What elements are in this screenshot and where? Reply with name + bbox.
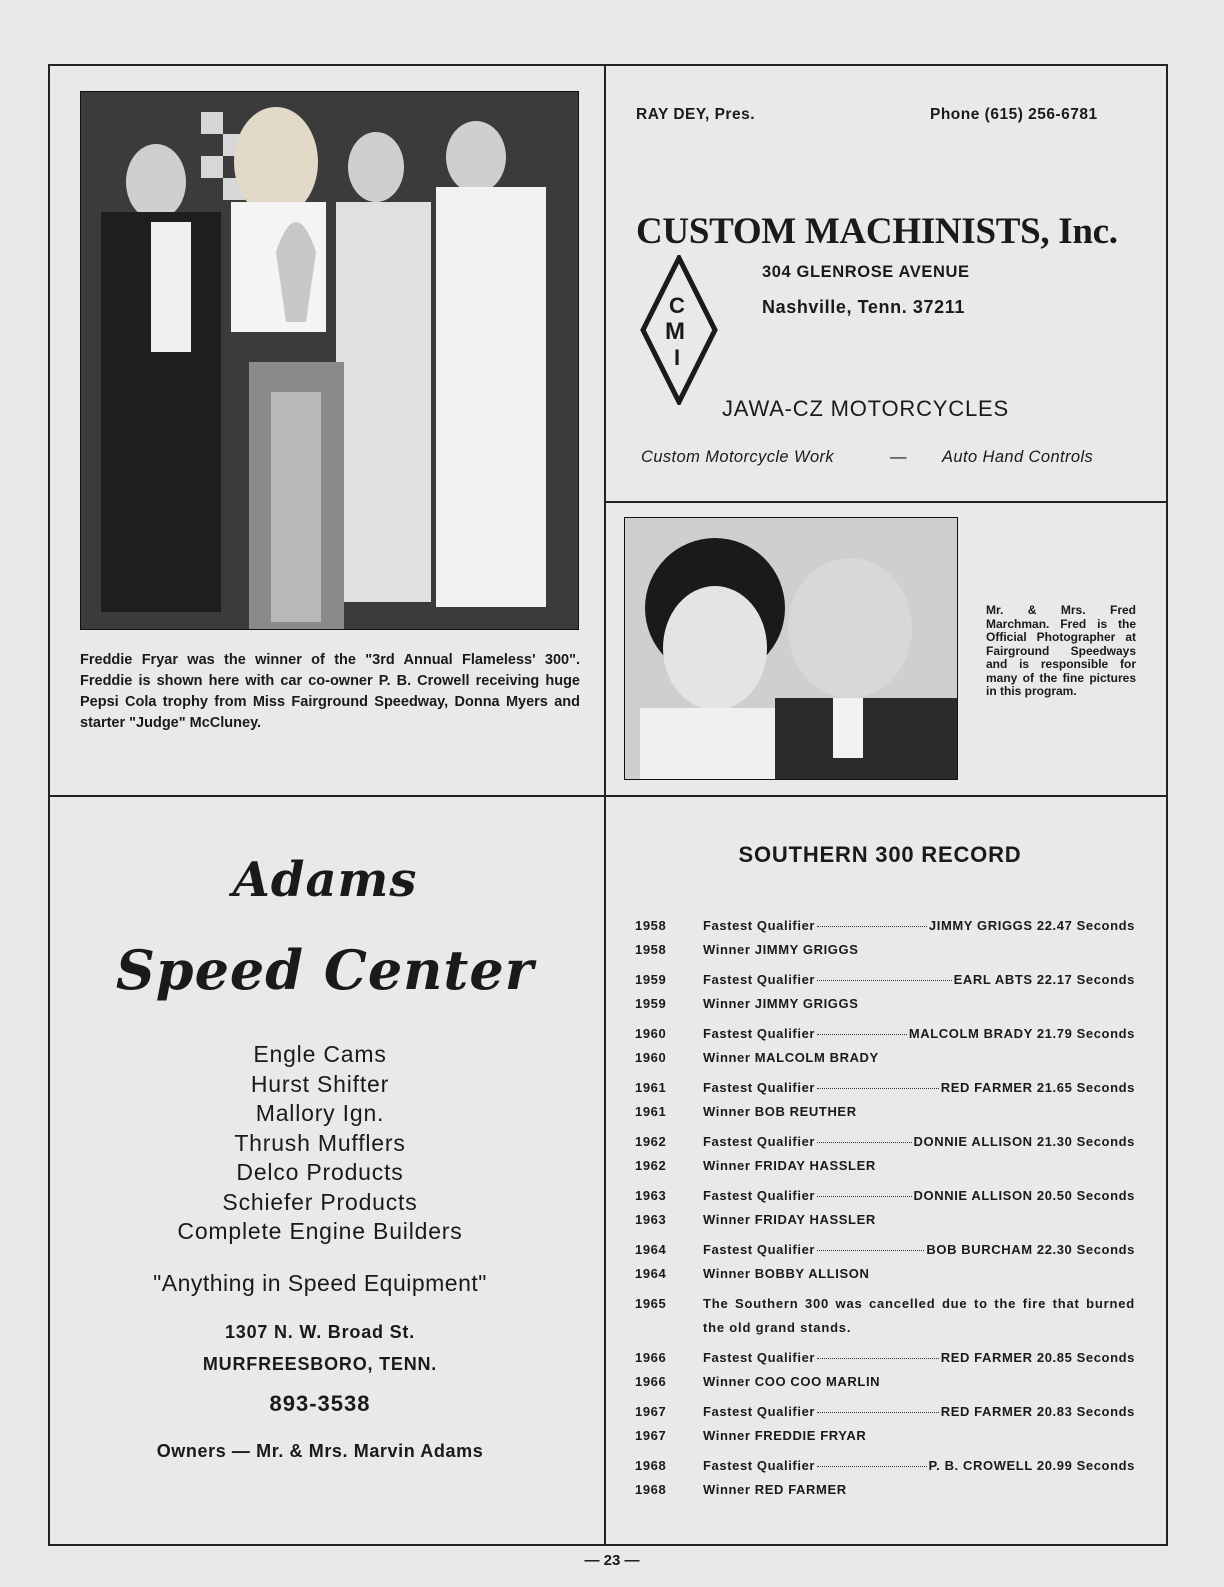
record-winner-value: Winner FRIDAY HASSLER xyxy=(703,1212,876,1227)
record-year: 1958 xyxy=(635,942,667,957)
record-winner-row xyxy=(635,1050,1135,1070)
trophy-photo xyxy=(80,91,579,630)
record-fq-entry xyxy=(703,1458,1135,1473)
adams-product: Schiefer Products xyxy=(222,1188,418,1215)
record-fq-label: Fastest Qualifier xyxy=(703,1188,816,1203)
record-leader-dots xyxy=(817,926,927,927)
adams-product: Hurst Shifter xyxy=(250,1070,390,1097)
record-year: 1963 xyxy=(635,1188,667,1203)
record-year: 1958 xyxy=(635,918,667,933)
record-fq-entry xyxy=(703,1350,1135,1365)
record-fastest-qualifier-row xyxy=(635,1350,1135,1370)
record-winner-row xyxy=(635,1428,1135,1448)
record-year: 1959 xyxy=(635,972,667,987)
record-year: 1960 xyxy=(635,1026,667,1041)
record-fq-value: DONNIE ALLISON 20.50 Seconds xyxy=(913,1188,1135,1203)
record-fq-value: EARL ABTS 22.17 Seconds xyxy=(953,972,1135,987)
record-fq-entry xyxy=(703,1242,1135,1257)
record-fq-value: BOB BURCHAM 22.30 Seconds xyxy=(926,1242,1135,1257)
cmi-logo-letter-i: I xyxy=(674,345,681,370)
record-fq-label: Fastest Qualifier xyxy=(703,1026,816,1041)
record-year: 1967 xyxy=(635,1404,667,1419)
record-winner-row xyxy=(635,942,1135,962)
record-fastest-qualifier-row xyxy=(635,1404,1135,1424)
record-leader-dots xyxy=(817,1412,939,1413)
record-fq-entry xyxy=(703,1080,1135,1095)
record-fq-entry xyxy=(703,918,1135,933)
cmi-logo-letter-m: M xyxy=(665,318,685,345)
record-fq-value: JIMMY GRIGGS 22.47 Seconds xyxy=(928,918,1135,933)
record-fastest-qualifier-row xyxy=(635,1242,1135,1262)
adams-product: Complete Engine Builders xyxy=(177,1218,463,1244)
record-fq-entry xyxy=(703,1026,1135,1041)
photographer-caption: Mr. & Mrs. Fred Marchman. Fred is the Official Photographer at Fairground Speedways and is responsible for many of the fine pictures in this program. xyxy=(986,603,1136,698)
cmi-service-left: Custom Motorcycle Work xyxy=(641,448,835,466)
middle-divider xyxy=(48,795,1168,797)
record-winner-value: Winner MALCOLM BRADY xyxy=(703,1050,879,1065)
record-winner-row xyxy=(635,1266,1135,1286)
adams-slogan: "Anything in Speed Equipment" xyxy=(153,1270,487,1296)
record-fastest-qualifier-row xyxy=(635,1188,1135,1208)
record-winner-value: Winner COO COO MARLIN xyxy=(703,1374,881,1389)
adams-product: Engle Cams xyxy=(253,1041,387,1067)
record-fq-value: RED FARMER 21.65 Seconds xyxy=(940,1080,1135,1095)
record-year: 1968 xyxy=(635,1482,667,1497)
record-leader-dots xyxy=(817,1358,939,1359)
cmi-address-city: Nashville, Tenn. 37211 xyxy=(762,297,965,317)
record-fq-entry xyxy=(703,1188,1135,1203)
record-fastest-qualifier-row xyxy=(635,1458,1135,1478)
record-winner-value: Winner JIMMY GRIGGS xyxy=(703,942,859,957)
adams-name-line1: Adams xyxy=(232,852,418,908)
record-year: 1964 xyxy=(635,1266,667,1281)
record-leader-dots xyxy=(817,980,952,981)
record-fq-label: Fastest Qualifier xyxy=(703,1404,816,1419)
record-fq-label: Fastest Qualifier xyxy=(703,918,816,933)
right-top-divider xyxy=(604,501,1168,503)
record-fq-label: Fastest Qualifier xyxy=(703,1350,816,1365)
record-note-row xyxy=(635,1292,1135,1340)
record-fq-value: MALCOLM BRADY 21.79 Seconds xyxy=(908,1026,1135,1041)
adams-product: Mallory Ign. xyxy=(255,1100,385,1126)
record-year: 1965 xyxy=(635,1296,667,1311)
record-winner-row xyxy=(635,1104,1135,1124)
record-leader-dots xyxy=(817,1196,911,1197)
record-leader-dots xyxy=(817,1034,907,1035)
record-fq-label: Fastest Qualifier xyxy=(703,1458,816,1473)
cmi-phone: Phone (615) 256-6781 xyxy=(930,106,1098,123)
record-winner-row xyxy=(635,1212,1135,1232)
cmi-service-separator: — xyxy=(890,448,907,466)
adams-product: Thrush Mufflers xyxy=(234,1129,406,1156)
record-year: 1961 xyxy=(635,1080,667,1095)
adams-street: 1307 N. W. Broad St. xyxy=(224,1322,416,1342)
record-fq-value: RED FARMER 20.83 Seconds xyxy=(940,1404,1135,1419)
record-year: 1968 xyxy=(635,1458,667,1473)
page-number: — 23 — xyxy=(584,1552,640,1569)
cmi-company-name: CUSTOM MACHINISTS, Inc. xyxy=(636,211,1118,252)
record-year: 1966 xyxy=(635,1350,667,1365)
record-year: 1961 xyxy=(635,1104,667,1119)
record-fq-label: Fastest Qualifier xyxy=(703,972,816,987)
trophy-photo-caption: Freddie Fryar was the winner of the "3rd Annual Flameless' 300". Freddie is shown here with car co-owner P. B. Crowell receiving huge Pepsi Cola trophy from Miss Fairground Speedway, Donna Myers and starter "Judge" McCluney. xyxy=(80,652,580,731)
record-note: The Southern 300 was cancelled due to the fire that burned the old grand stands. xyxy=(703,1296,1135,1335)
record-fq-label: Fastest Qualifier xyxy=(703,1080,816,1095)
record-fq-value: RED FARMER 20.85 Seconds xyxy=(940,1350,1135,1365)
record-year: 1960 xyxy=(635,1050,667,1065)
record-fq-value: DONNIE ALLISON 21.30 Seconds xyxy=(913,1134,1135,1149)
record-fastest-qualifier-row xyxy=(635,918,1135,938)
adams-product: Delco Products xyxy=(236,1159,404,1185)
cmi-product: JAWA-CZ MOTORCYCLES xyxy=(722,396,1009,421)
record-winner-row xyxy=(635,996,1135,1016)
record-fastest-qualifier-row xyxy=(635,1026,1135,1046)
record-year: 1963 xyxy=(635,1212,667,1227)
record-year: 1967 xyxy=(635,1428,667,1443)
record-fastest-qualifier-row xyxy=(635,1134,1135,1154)
adams-product-list xyxy=(80,1040,560,1247)
record-winner-row xyxy=(635,1374,1135,1394)
record-year: 1962 xyxy=(635,1158,667,1173)
record-year: 1962 xyxy=(635,1134,667,1149)
center-divider xyxy=(604,64,606,1546)
record-leader-dots xyxy=(817,1142,911,1143)
record-fq-entry xyxy=(703,1134,1135,1149)
record-winner-row xyxy=(635,1158,1135,1178)
record-fastest-qualifier-row xyxy=(635,972,1135,992)
record-winner-value: Winner FRIDAY HASSLER xyxy=(703,1158,876,1173)
adams-name-line2: Speed Center xyxy=(115,938,535,1002)
cmi-address-street: 304 GLENROSE AVENUE xyxy=(762,263,970,281)
record-fq-value: P. B. CROWELL 20.99 Seconds xyxy=(928,1458,1135,1473)
record-winner-row xyxy=(635,1482,1135,1502)
record-fq-entry xyxy=(703,972,1135,987)
record-winner-value: Winner FREDDIE FRYAR xyxy=(703,1428,867,1443)
cmi-logo-letter-c: C xyxy=(669,293,685,318)
record-winner-value: Winner BOBBY ALLISON xyxy=(703,1266,870,1281)
record-fq-label: Fastest Qualifier xyxy=(703,1242,816,1257)
record-winner-value: Winner BOB REUTHER xyxy=(703,1104,857,1119)
record-leader-dots xyxy=(817,1088,939,1089)
photographer-photo xyxy=(624,517,958,780)
record-fq-label: Fastest Qualifier xyxy=(703,1134,816,1149)
record-title: SOUTHERN 300 RECORD xyxy=(738,842,1022,867)
record-year: 1966 xyxy=(635,1374,667,1389)
record-leader-dots xyxy=(817,1466,926,1467)
record-year: 1959 xyxy=(635,996,667,1011)
record-winner-value: Winner JIMMY GRIGGS xyxy=(703,996,859,1011)
record-year: 1964 xyxy=(635,1242,667,1257)
record-fastest-qualifier-row xyxy=(635,1080,1135,1100)
adams-city: MURFREESBORO, TENN. xyxy=(202,1354,438,1374)
adams-phone: 893-3538 xyxy=(269,1391,371,1416)
record-fq-entry xyxy=(703,1404,1135,1419)
record-winner-value: Winner RED FARMER xyxy=(703,1482,847,1497)
adams-owners: Owners — Mr. & Mrs. Marvin Adams xyxy=(156,1441,484,1461)
record-leader-dots xyxy=(817,1250,924,1251)
cmi-service-right: Auto Hand Controls xyxy=(942,448,1094,466)
cmi-president: RAY DEY, Pres. xyxy=(636,106,756,123)
